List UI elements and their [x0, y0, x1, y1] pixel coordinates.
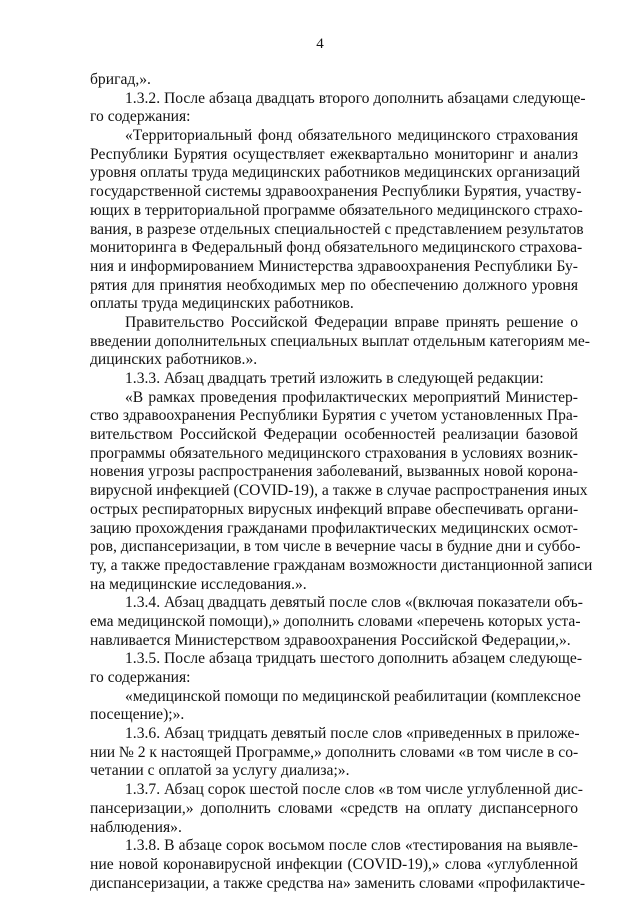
- text-line: 1.3.6. Абзац тридцать девятый после слов «приведенных в приложе-: [125, 725, 580, 743]
- text-line: 1.3.3. Абзац двадцать третий изложить в следующей редакции:: [125, 370, 544, 387]
- text-line: новения угрозы распространения заболеваний, вызванных новой корона-: [90, 463, 578, 481]
- text-line: ющих в территориальной программе обязательного медицинского страхо-: [90, 201, 583, 219]
- text-line: дицинских работников.».: [90, 351, 258, 369]
- text-line: 1.3.4. Абзац двадцать девятый после слов «(включая показатели объ-: [125, 594, 583, 612]
- text-line: Республики Бурятия осуществляет ежеквартально мониторинг и анализ: [90, 145, 578, 163]
- text-line: четании с оплатой за услугу диализа;».: [90, 762, 350, 780]
- text-line: диспансеризации, а также средства на» заменить словами «профилактиче-: [90, 874, 586, 892]
- text-line: пансеризации,» дополнить словами «средств на оплату диспансерного: [90, 799, 578, 817]
- text-line: 1.3.5. После абзаца тридцать шестого дополнить абзацем следующе-: [125, 650, 583, 668]
- text-line: уровня оплаты труда медицинских работников медицинских организаций: [90, 164, 581, 182]
- text-line: наблюдения».: [90, 818, 182, 836]
- paragraph: [90, 370, 578, 389]
- text-line: вительством Российской Федерации особенностей реализации базовой: [90, 426, 578, 444]
- text-line: 1.3.8. В абзаце сорок восьмом после слов «тестирования на выявле-: [125, 837, 578, 855]
- text-line: ту, а также предоставление гражданам возможности дистанционной записи: [90, 556, 593, 574]
- text-line: нии № 2 к настоящей Программе,» дополнить словами «в том числе в со-: [90, 743, 579, 761]
- text-line: острых респираторных вирусных инфекций вправе обеспечивать органи-: [90, 500, 579, 518]
- paragraph: [90, 687, 581, 725]
- text-line: го содержания:: [90, 108, 191, 126]
- text-line: «Территориальный фонд обязательного медицинского страхования: [125, 127, 578, 145]
- text-line: вирусной инфекцией (COVID-19), а также в случае распространения иных: [90, 482, 588, 500]
- paragraph: [90, 650, 583, 687]
- text-line: посещение);».: [90, 706, 185, 724]
- text-line: оплаты труда медицинских работников.: [90, 295, 354, 313]
- paragraph: [90, 89, 586, 127]
- paragraph: [90, 837, 586, 893]
- text-line: ния и информированием Министерства здравоохранения Республики Бу-: [90, 257, 578, 275]
- text-line: навливается Министерством здравоохранения Российской Федерации,».: [90, 631, 571, 649]
- text-line: го содержания:: [90, 669, 191, 686]
- page-number: 4: [316, 36, 324, 52]
- text-line: зацию прохождения гражданами профилактических медицинских осмот-: [90, 519, 578, 537]
- text-line: бригад,».: [90, 71, 151, 88]
- paragraph: [90, 594, 583, 650]
- text-line: 1.3.7. Абзац сорок шестой после слов «в том числе углубленной дис-: [125, 781, 583, 799]
- paragraph: [90, 781, 583, 837]
- document-body: [90, 71, 593, 893]
- text-line: Правительство Российской Федерации вправе принять решение о: [125, 313, 578, 331]
- text-line: рятия для принятия необходимых мер по обеспечению должного уровня: [90, 276, 578, 294]
- text-line: введении дополнительных специальных выплат отдельным категориям ме-: [90, 332, 590, 350]
- paragraph: [90, 71, 578, 90]
- text-line: на медицинские исследования.».: [90, 575, 307, 593]
- text-line: «медицинской помощи по медицинской реабилитации (комплексное: [125, 687, 581, 705]
- text-line: «В рамках проведения профилактических мероприятий Министер-: [125, 388, 578, 406]
- paragraph: [90, 388, 593, 595]
- text-line: ние новой коронавирусной инфекции (COVID-19),» слова «углубленной: [90, 855, 578, 873]
- text-line: мониторинга в Федеральный фонд обязательного медицинского страхова-: [90, 239, 583, 257]
- text-line: ема медицинской помощи),» дополнить словами «перечень которых уста-: [90, 612, 581, 630]
- paragraph: [90, 127, 584, 314]
- paragraph: [90, 725, 578, 781]
- text-line: программы обязательного медицинского страхования в условиях возник-: [90, 444, 578, 462]
- text-line: ство здравоохранения Республики Бурятия с учетом установленных Пра-: [90, 407, 578, 425]
- text-line: вания, в разрезе отдельных специальностей с представлением результатов: [90, 220, 584, 238]
- text-line: 1.3.2. После абзаца двадцать второго дополнить абзацами следующе-: [125, 89, 586, 107]
- paragraph: [90, 313, 590, 370]
- text-line: ров, диспансеризации, в том числе в вечерние часы в будние дни и суббо-: [90, 538, 581, 556]
- text-line: государственной системы здравоохранения Республики Бурятия, участву-: [90, 183, 582, 201]
